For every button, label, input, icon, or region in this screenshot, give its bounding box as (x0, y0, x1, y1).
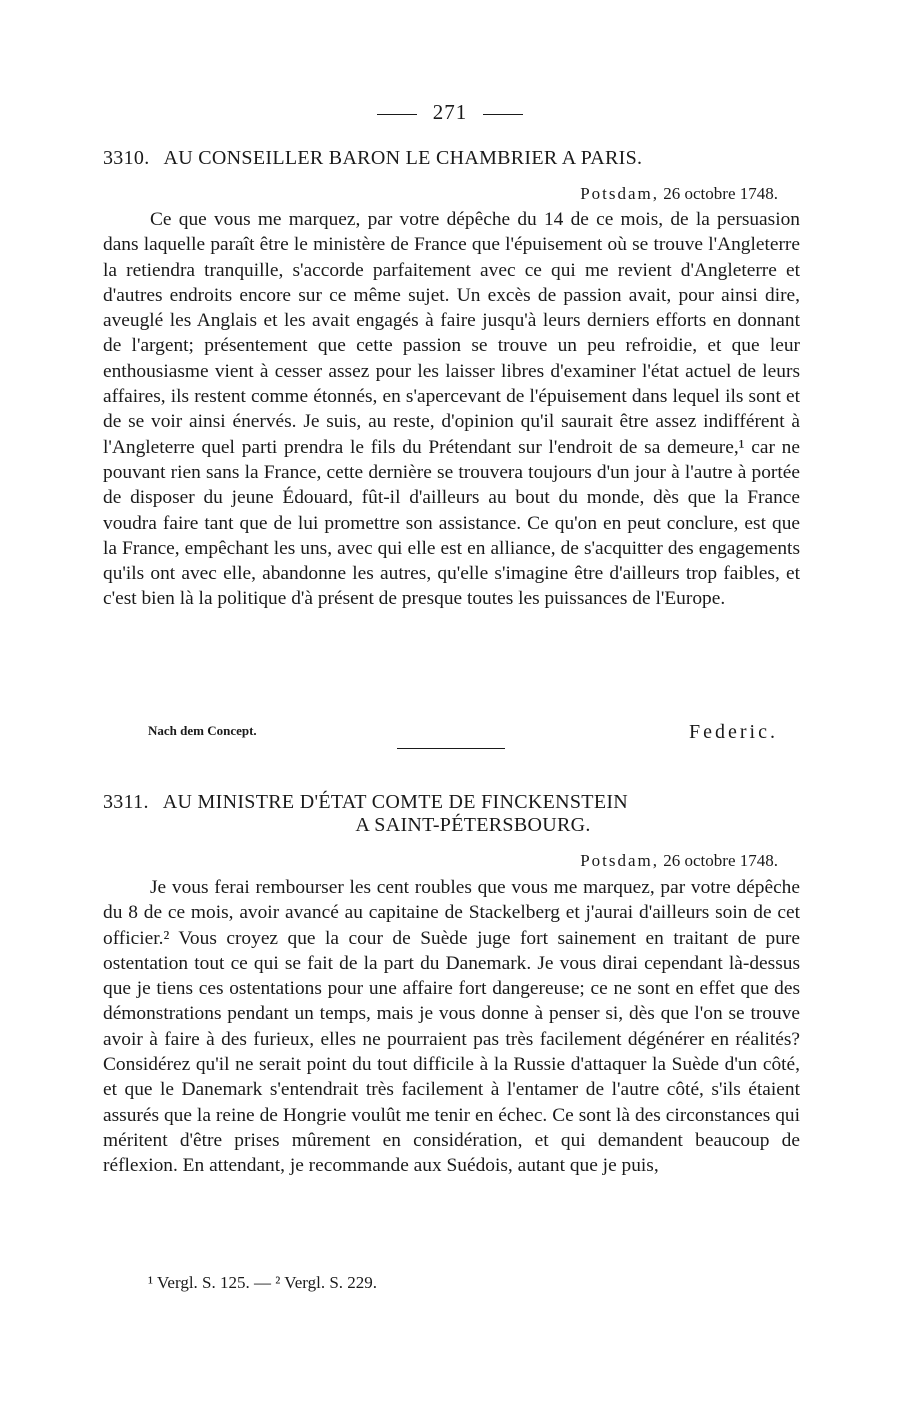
letter-date: 26 octobre 1748. (663, 184, 778, 203)
page-number-dash-left (377, 114, 417, 115)
letter-number: 3310. (103, 147, 150, 169)
letter-date: 26 octobre 1748. (663, 851, 778, 870)
letter-dateline (580, 851, 778, 871)
letter-body (103, 207, 800, 612)
letter-heading (103, 147, 803, 170)
footnotes: ¹ Vergl. S. 125. — ² Vergl. S. 229. (148, 1273, 378, 1292)
letter-signature: Federic. (689, 721, 778, 743)
letter-source-note: Nach dem Concept. (148, 723, 257, 738)
section-divider (397, 748, 505, 749)
letter-place: Potsdam, (580, 184, 660, 203)
letter-paragraph: Ce que vous me marquez, par votre dépêche du 14 de ce mois, de la persuasion dans laquelle paraît être le ministère de France que l'épuisement où se trouve l'Angleterre la retiendra tranquille, s'accorde parfaitement avec ce qui me revient d'Angleterre et d'autres endroits encore sur ce même sujet. Un excès de passion avait, pour ainsi dire, aveuglé les Anglais et les avait engagés à faire jusqu'à leurs derniers efforts en donnant de l'argent; présentement que cette passion se trouve un peu refroidie, et que leur enthousiasme vient à cesser assez pour les laisser libres d'examiner l'état actuel de leurs affaires, ils restent comme étonnés, en s'apercevant de l'épuisement dans lequel ils sont et de se voir ainsi énervés. Je suis, au reste, d'opinion qu'il saurait être assez indifférent à l'Angleterre quel parti prendra le fils du Prétendant sur l'endroit de sa demeure,¹ car ne pouvant rien sans la France, cette dernière se trouvera toujours d'un jour à l'autre à portée de disposer du jeune Édouard, fût-il d'ailleurs au bout du monde, dès que la France voudra faire tant que de lui promettre son assistance. Ce qu'on en peut conclure, est que la France, empêchant les uns, avec qui elle est en alliance, de s'acquitter des engagements qu'ils ont avec elle, abandonne les autres, qu'elle s'imagine être d'ailleurs trop faibles, et c'est bien là la politique d'à présent de presque toutes les puissances de l'Europe. (103, 209, 800, 610)
letter-body (103, 875, 800, 1179)
letter-heading (103, 791, 803, 837)
letter-number: 3311. (103, 791, 149, 813)
letter-title: AU MINISTRE D'ÉTAT COMTE DE FINCKENSTEIN (162, 791, 629, 813)
page-number-dash-right (483, 114, 523, 115)
letter-paragraph: Je vous ferai rembourser les cent roubles que vous me marquez, par votre dépêche du 8 de ce mois, avoir avancé au capitaine de Stackelberg et j'aurai d'ailleurs soin de cet officier.² Vous croyez que la cour de Suède juge fort sainement en traitant de pure ostentation tout ce qui se fait de la part du Danemark. Je vous dirai cependant là-dessus que je tiens ces ostentations pour une affaire fort dangereuse; ce ne sont en effet que des démonstrations pendant un temps, mais je vous donne à penser si, dès que l'on se trouve avoir à faire à des furieux, elles ne pourraient pas très facilement dégénérer en réalités? Considérez qu'il ne serait point du tout difficile à la Russie d'attaquer la Suède d'un côté, et que le Danemark s'entendrait très facilement à l'entamer de l'autre côté, s'ils étaient assurés que la reine de Hongrie voulût me tenir en échec. Ce sont là des circonstances qui méritent d'être prises mûrement en considération, et qui demandent beaucoup de réflexion. En attendant, je recommande aux Suédois, autant que je puis, (103, 877, 800, 1177)
letter-place: Potsdam, (580, 851, 660, 870)
letter-title-line2: A SAINT-PÉTERSBOURG. (355, 814, 591, 836)
page-number: 271 (0, 100, 900, 125)
letter-title: AU CONSEILLER BARON LE CHAMBRIER A PARIS. (163, 147, 643, 169)
letter-dateline (580, 184, 778, 204)
